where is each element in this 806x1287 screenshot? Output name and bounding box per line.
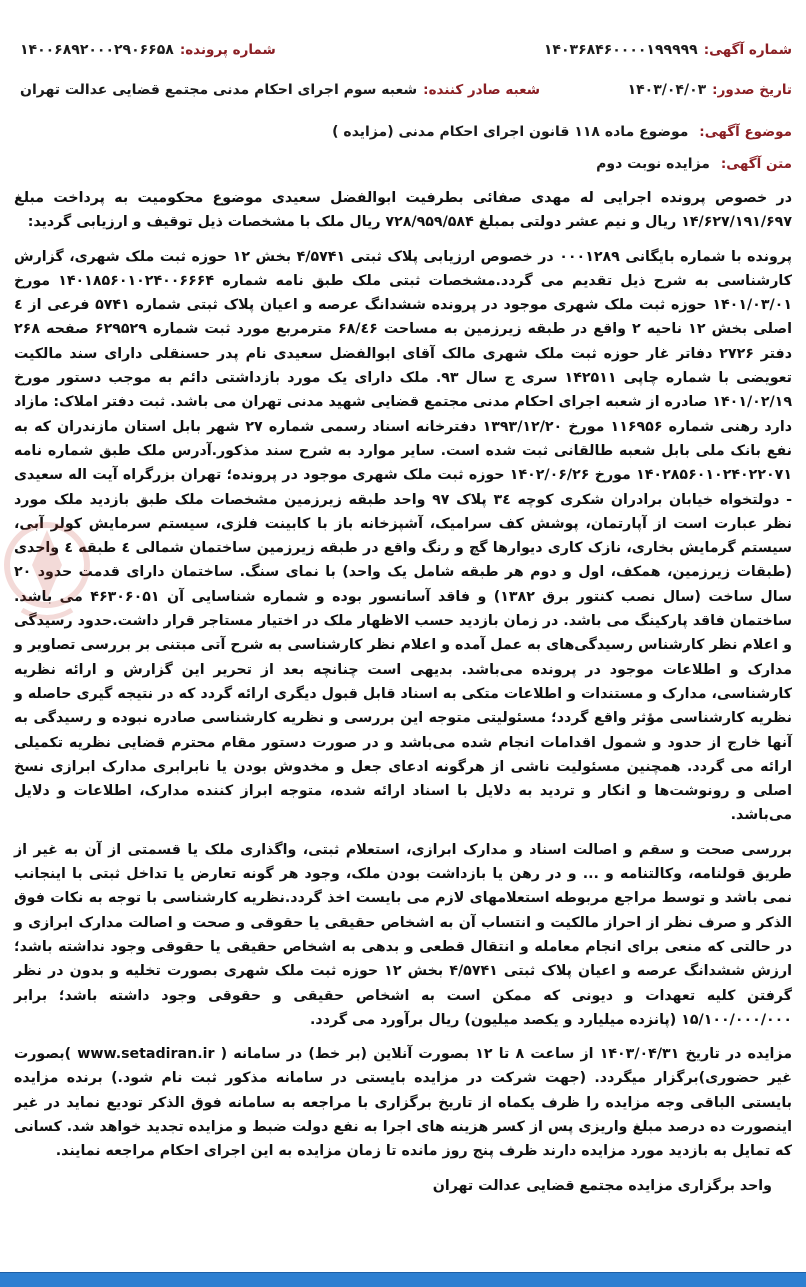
paragraph-auction-terms: مزایده در تاریخ ۱۴۰۳/۰۴/۳۱ از ساعت ۸ تا ۱۲ بصورت آنلاین (بر خط) در سامانه ( www.setadiran.ir )بصورت غیر حضوری)برگزار میگردد. (جهت شرکت در مزایده بایستی در سامانه مذکور ثبت نام شود.) برنده مزایده بایستی الباقی وجه مزایده را ظرف یکماه از تاریخ برگزاری با مراجعه به سامانه فوق الذکر تودیع نماید در غیر اینصورت ده درصد مبلغ واریزی پس از کسر هزینه های اجرا به نفع دولت ضبط و مزایده تجدید خواهد شد. کسانی که تمایل به بازدید مورد مزایده دارند ظرف پنج روز مانده تا زمان مزایده به این اجرای احکام مراجعه نمایند.	[14, 1046, 792, 1160]
paragraph-valuation: بررسی صحت و سقم و اصالت اسناد و مدارک ابرازی، استعلام ثبتی، واگذاری ملک یا قسمتی از آن به غیر از طریق قولنامه، وکالتنامه و ... و در رهن یا بازداشت بودن ملک، وجود هر گونه تعارض یا تداخل ثبتی با اینجانب نمی باشد و توسط مراجع مربوطه استعلامهای لازم می بایست اخذ گردد.نظریه کارشناسی با توجه به نکات فوق الذکر و صرف نظر از احراز مالکیت و انتساب آن به اشخاص حقیقی یا حقوقی و صحت و اصالت مدارک ابرازی و در حالتی که منعی برای انجام معامله و انتقال قطعی و بدهی به اشخاص حقیقی یا حقوقی وجود نداشته باشد؛ ارزش ششدانگ عرصه و اعیان پلاک ثبتی ۴/۵۷۴۱ بخش ۱۲ حوزه ثبت ملک شهری بصورت تخلیه و بدون در نظر گرفتن کلیه تعهدات و دیونی که ممکن است به اشخاص حقیقی و حقوقی وجود داشته باشد؛ برابر ۱۵/۱۰۰/۰۰۰/۰۰۰ (پانزده میلیارد و یکصد میلیون) ریال برآورد می گردد.	[14, 841, 792, 1028]
notice-header	[20, 30, 792, 110]
subject-value: موضوع ماده ۱۱۸ قانون اجرای احکام مدنی (مزایده )	[332, 124, 689, 140]
issuer-field	[20, 82, 540, 98]
window-bottom-bar	[0, 1272, 806, 1287]
case-number-field	[20, 42, 276, 58]
issuer: شعبه سوم اجرای احکام مدنی مجتمع قضایی عدالت تهران	[20, 82, 418, 98]
body-label: متن آگهی:	[720, 156, 792, 172]
notice-subject	[20, 124, 792, 140]
body-intro-value: مزایده نوبت دوم	[596, 156, 710, 172]
notice-number-label: شماره آگهی:	[703, 42, 792, 58]
issue-date: ۱۴۰۳/۰۴/۰۳	[627, 82, 707, 98]
subject-label: موضوع آگهی:	[699, 124, 792, 140]
signature: واحد برگزاری مزایده مجتمع قضایی عدالت تهران	[432, 1177, 772, 1194]
paragraph-case-summary: در خصوص پرونده اجرایی له مهدی صفائی بطرفیت ابوالفضل سعیدی موضوع محکومیت به پرداخت مبلغ ۱۴/۶۲۷/۱۹۱/۶۹۷ ریال و نیم عشر دولتی بمبلغ ۷۲۸/۹۵۹/۵۸۴ ریال ملک با مشخصات ذیل توقیف و ارزیابی گردید:	[14, 190, 792, 231]
issue-date-label: تاریخ صدور:	[712, 82, 792, 98]
case-number-label: شماره پرونده:	[179, 42, 276, 58]
header-row-1	[20, 30, 792, 70]
notice-number-field	[544, 42, 792, 58]
issue-date-field	[628, 82, 792, 98]
issuer-label: شعبه صادر کننده:	[423, 82, 541, 98]
case-number: ۱۴۰۰۶۸۹۲۰۰۰۲۹۰۶۶۵۸	[20, 42, 174, 58]
notice-body	[14, 186, 792, 1198]
header-row-2	[20, 70, 792, 110]
notice-body-intro	[20, 156, 792, 172]
paragraph-property-report: پرونده با شماره بایگانی ۰۰۰۱۲۸۹ در خصوص ارزیابی پلاک ثبتی ۴/۵۷۴۱ بخش ۱۲ حوزه ثبت ملک شهری، گزارش کارشناسی به شرح ذیل تقدیم می گردد.مشخصات ثبتی ملک طبق نامه شماره ۱۴۰۱۸۵۶۰۱۰۲۴۰۰۶۶۶۴ مورخ ۱۴۰۱/۰۳/۰۱ حوزه ثبت ملک شهری موجود در پرونده ششدانگ عرصه و اعیان پلاک ثبتی شماره ۵۷۴۱ فرعی از ٤ اصلی بخش ۱۲ ناحیه ۲ واقع در طبقه زیرزمین به مساحت ۶۸/٤۶ مترمربع مورد ثبت شماره ۶۲۹۵۲۹ صفحه ۲۶۸ دفتر ۲۷۲۶ دفاتر غار حوزه ثبت ملک شهری مالک آقای ابوالفضل سعیدی نام پدر حسنقلی دارای سند مالکیت تعویضی با شماره چاپی ۱۴۲۵۱۱ سری ج سال ۹۳. ملک دارای یک مورد بازداشتی دائم به موجب دستور مورخ ۱۴۰۱/۰۲/۱۹ صادره از شعبه اجرای احکام مدنی مجتمع قضایی شهید مدنی تهران می باشد. ثبت دفتر املاک: مازاد دارد رهنی شماره ۱۱۶۹۵۶ مورخ ۱۳۹۳/۱۲/۲۰ دفترخانه اسناد رسمی شماره ۲۷ شهر بابل استان مازندران که به نفع بانک ملی بابل شعبه طالقانی ثبت شده است. سایر موارد به شرح سند مذکور.آدرس ملک طبق شماره نامه ۱۴۰۲۸۵۶۰۱۰۲۴۰۲۲۰۷۱ مورخ ۱۴۰۲/۰۶/۲۶ حوزه ثبت ملک شهری موجود در پرونده؛ تهران بزرگراه آیت اله سعیدی - دولتخواه خیابان برادران شکری کوچه ۳٤ پلاک ۹۷ واحد طبقه زیرزمین مشخصات ملک طبق بازدید ملک مورد نظر عبارت است از آپارتمان، پوشش کف سرامیک، آشپزخانه باز با کابینت فلزی، سیستم سرمایش کولر آبی، سیستم گرمایش بخاری، نازک کاری دیوارها گچ و رنگ واقع در طبقه زیرزمین ساختمان شمالی ٤ طبقه ٤ واحدی (طبقات زیرزمین، همکف، اول و دوم هر طبقه شامل یک واحد) با نمای سنگ. ساختمان دارای قدمت حدود ۲۰ سال ساخت (سال نصب کنتور برق ۱۳۸۲) و فاقد آسانسور بوده و شماره شناسایی آن ۴۶۳۰۶۰۵۱ می باشد. ساختمان فاقد پارکینگ می باشد. در زمان بازدید حسب الاظهار ملک در اختیار مستاجر قرار داشت.حدود رسیدگی و اعلام نظر کارشناس رسیدگی‌های به عمل آمده و اعلام نظر کارشناسی به شرح آتی مبتنی بر بررسی تصاویر و مدارک و اطلاعات موجود در پرونده می‌باشد. بدیهی است چنانچه بعد از تحریر این گزارش و ارائه نظریه کارشناسی، مدارک و مستندات و اطلاعات متکی به اسناد قابل قبول دیگری ارائه گردد که در نتیجه گیری حاصله و نظریه کارشناسی مؤثر واقع گردد؛ مسئولیتی متوجه این بررسی و نظریه کارشناسی صادره نبوده و رسیدگی به آنها خارج از حدود و شمول اقدامات انجام شده می‌باشد و در صورت دستور مقام محترم قضایی نظریه تکمیلی ارائه می گردد. همچنین مسئولیت ناشی از هرگونه ادعای جعل و مخدوش بودن یا نابرابری مدارک ابرازی نسخ اصلی و رونوشت‌ها و انکار و تردید به دلایل با اسناد ارائه شده، متوجه ابراز کننده مدارک، اطلاعات و دلایل می‌باشد.	[14, 248, 793, 824]
notice-number: ۱۴۰۳۶۸۴۶۰۰۰۰۱۹۹۹۹۹	[543, 42, 698, 58]
